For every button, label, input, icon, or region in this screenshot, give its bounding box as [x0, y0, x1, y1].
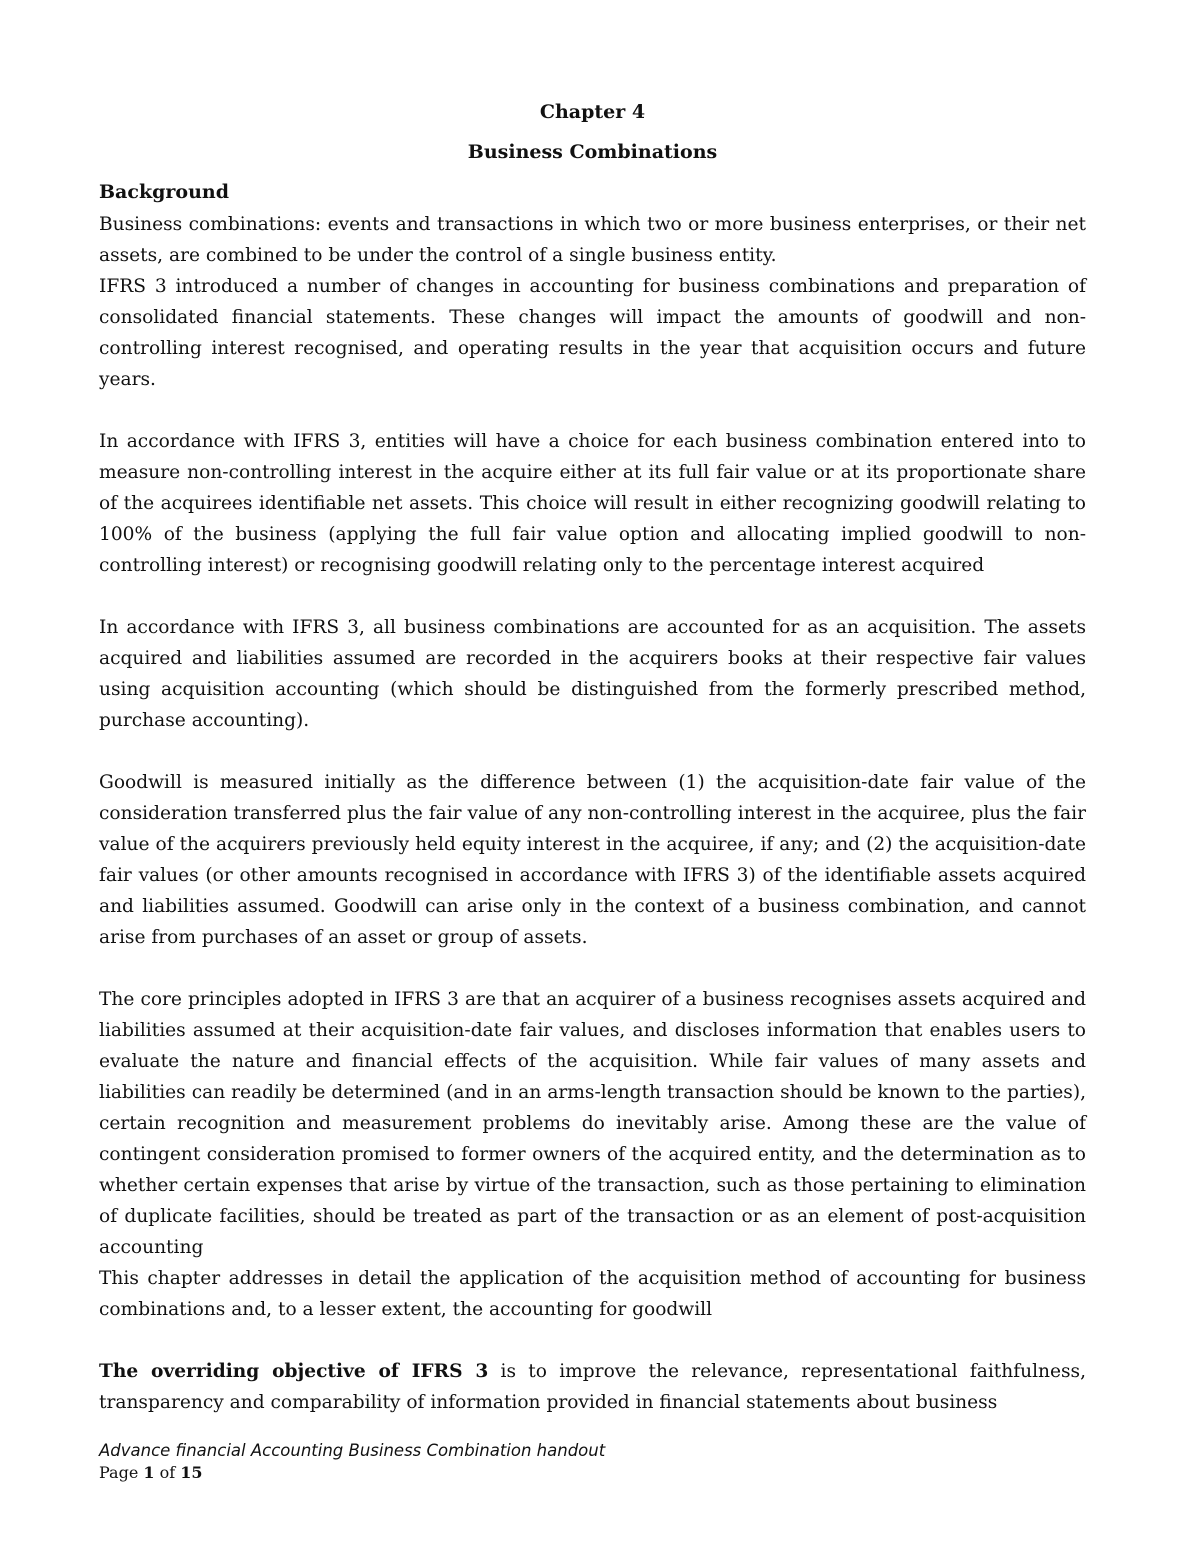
section-heading-background: Background: [99, 181, 229, 203]
paragraph-nci-choice: In accordance with IFRS 3, entities will have a choice for each business combination entered into to measure non-controlling interest in the acquire either at its full fair value or at its proportionate share of the acquirees identifiable net assets. This choice will result in either recognizing goodwill relating to 100% of the business (applying the full fair value option and allocating implied goodwill to non-controlling interest) or recognising goodwill relating only to the percentage interest acquired: [99, 431, 1086, 576]
paragraph-goodwill-measurement: Goodwill is measured initially as the difference between (1) the acquisition-date fair value of the consideration transferred plus the fair value of any non-controlling interest in the acquiree, plus the fair value of the acquirers previously held equity interest in the acquiree, if any; and (2) the acquisition-date fair values (or other amounts recognised in accordance with IFRS 3) of the identifiable assets acquired and liabilities assumed. Goodwill can arise only in the context of a business combination, and cannot arise from purchases of an asset or group of assets.: [99, 772, 1086, 948]
page-content: [99, 99, 1086, 1418]
objective-text: is to improve the relevance, representational faithfulness, transparency and comparability of information provided in financial statements about business: [99, 1361, 1087, 1413]
paragraph-objective: [99, 1356, 1086, 1418]
footer-page-number: [99, 1462, 999, 1484]
paragraph-ifrs3-changes: IFRS 3 introduced a number of changes in accounting for business combinations and preparation of consolidated financial statements. These changes will impact the amounts of goodwill and non-controlling interest recognised, and operating results in the year that acquisition occurs and future years.: [99, 276, 1086, 390]
paragraph-definition: Business combinations: events and transactions in which two or more business enterprises, or their net assets, are combined to be under the control of a single business entity.: [99, 214, 1086, 266]
chapter-heading: Chapter 4: [539, 101, 646, 123]
page-label: Page: [99, 1463, 144, 1482]
paragraph-chapter-scope: This chapter addresses in detail the application of the acquisition method of accounting for business combinations and, to a lesser extent, the accounting for goodwill: [99, 1268, 1086, 1320]
page-total: 15: [180, 1463, 203, 1482]
page-footer: [99, 1440, 999, 1484]
page-current: 1: [143, 1463, 155, 1482]
paragraph-core-principles: The core principles adopted in IFRS 3 are that an acquirer of a business recognises assets acquired and liabilities assumed at their acquisition-date fair values, and discloses information that enables users to evaluate the nature and financial effects of the acquisition. While fair values of many assets and liabilities can readily be determined (and in an arms-length transaction should be known to the parties), certain recognition and measurement problems do inevitably arise. Among these are the value of contingent consideration promised to former owners of the acquired entity, and the determination as to whether certain expenses that arise by virtue of the transaction, such as those pertaining to elimination of duplicate facilities, should be treated as part of the transaction or as an element of post-acquisition accounting: [99, 989, 1086, 1258]
footer-document-title: Advance financial Accounting Business Combination handout: [99, 1441, 606, 1460]
chapter-title: Business Combinations: [467, 141, 718, 163]
paragraph-acquisition-accounting: In accordance with IFRS 3, all business combinations are accounted for as an acquisition. The assets acquired and liabilities assumed are recorded in the acquirers books at their respective fair values using acquisition accounting (which should be distinguished from the formerly prescribed method, purchase accounting).: [99, 617, 1086, 731]
objective-bold-lead: The overriding objective of IFRS 3: [99, 1361, 489, 1382]
page-of-label: of: [154, 1463, 181, 1482]
